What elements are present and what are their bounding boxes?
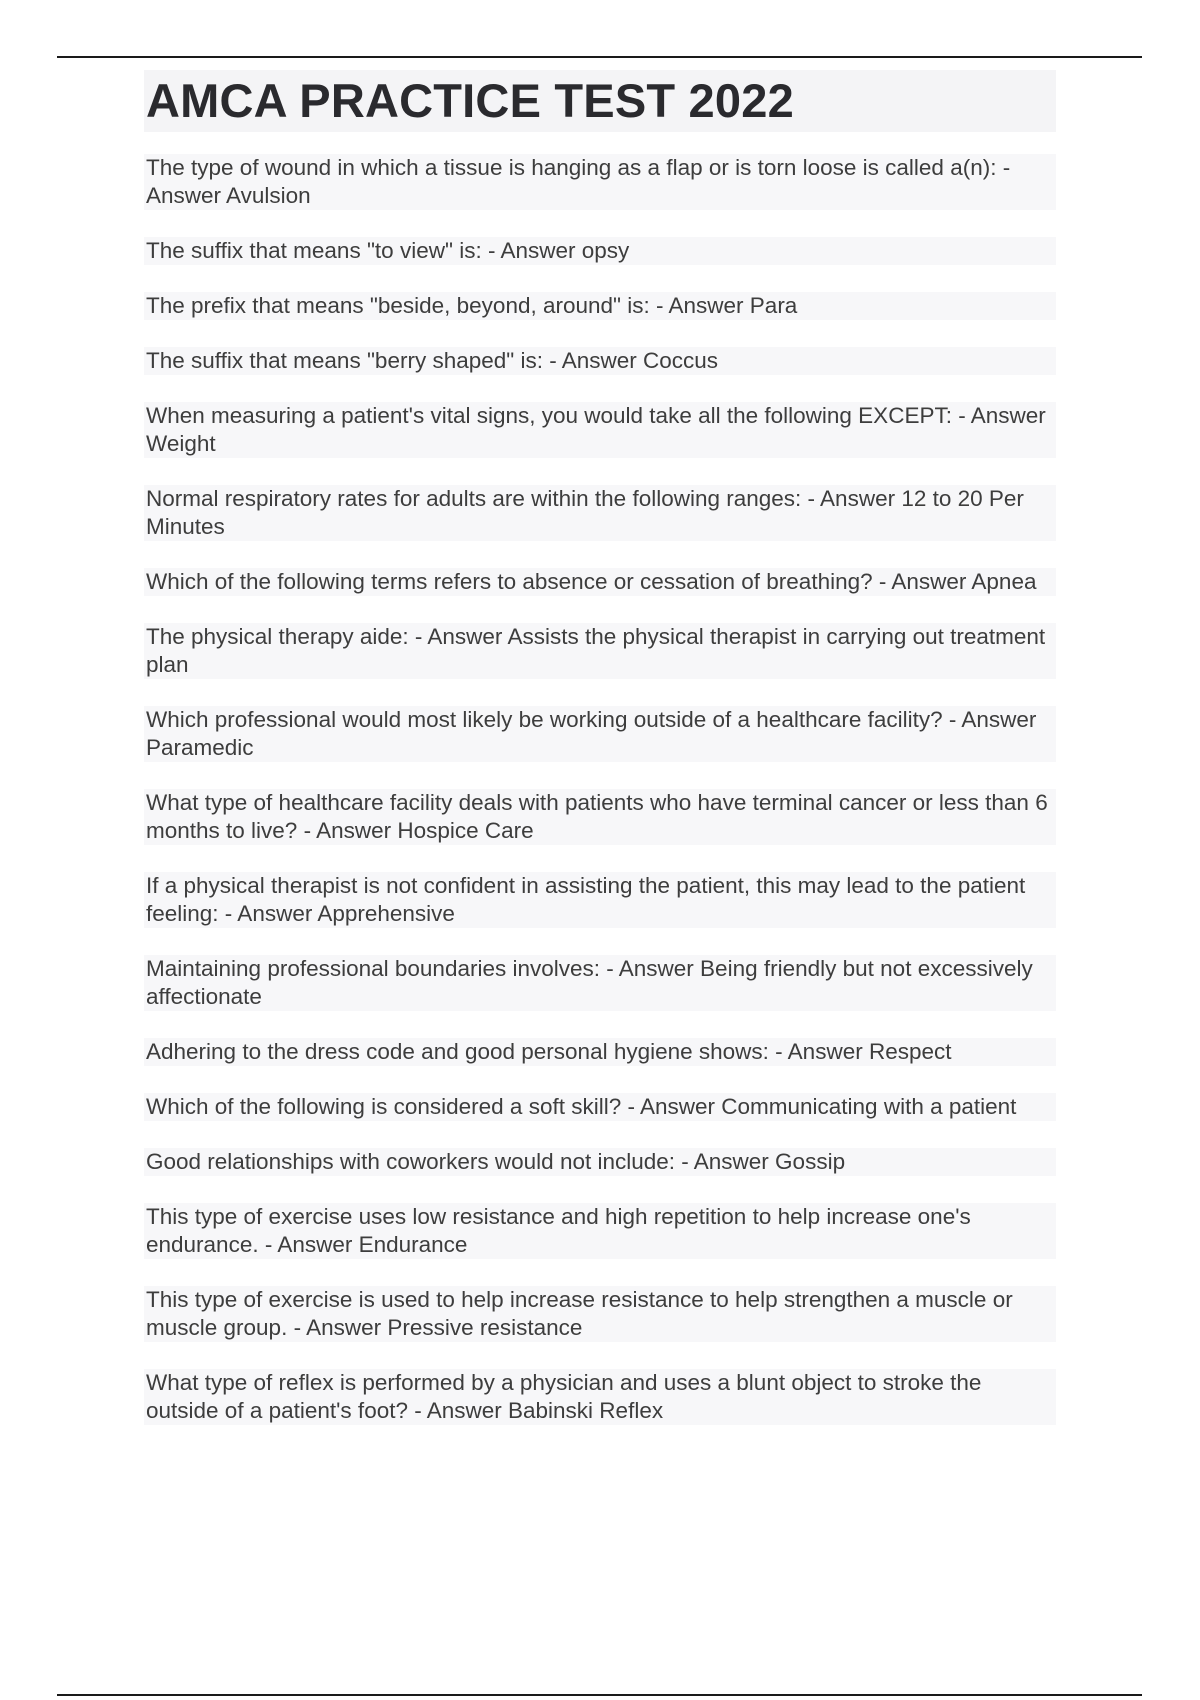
qa-item: What type of reflex is performed by a physician and uses a blunt object to stroke the outside of a patient's foot? - Answer Babinski Reflex — [144, 1369, 1056, 1425]
document-page — [144, 70, 1056, 1452]
top-rule — [57, 56, 1142, 58]
qa-item: What type of healthcare facility deals with patients who have terminal cancer or less than 6 months to live? - Answer Hospice Care — [144, 789, 1056, 845]
bottom-rule — [57, 1694, 1142, 1696]
qa-item: Which of the following is considered a soft skill? - Answer Communicating with a patient — [144, 1093, 1056, 1121]
qa-item: When measuring a patient's vital signs, you would take all the following EXCEPT: - Answer Weight — [144, 402, 1056, 458]
qa-item: Normal respiratory rates for adults are within the following ranges: - Answer 12 to 20 Per Minutes — [144, 485, 1056, 541]
qa-item: The physical therapy aide: - Answer Assists the physical therapist in carrying out treatment plan — [144, 623, 1056, 679]
qa-item: The type of wound in which a tissue is hanging as a flap or is torn loose is called a(n): - Answer Avulsion — [144, 154, 1056, 210]
qa-item: This type of exercise uses low resistance and high repetition to help increase one's endurance. - Answer Endurance — [144, 1203, 1056, 1259]
qa-item: Good relationships with coworkers would not include: - Answer Gossip — [144, 1148, 1056, 1176]
qa-list — [144, 154, 1056, 1425]
qa-item: This type of exercise is used to help increase resistance to help strengthen a muscle or muscle group. - Answer Pressive resistance — [144, 1286, 1056, 1342]
qa-item: If a physical therapist is not confident in assisting the patient, this may lead to the patient feeling: - Answer Apprehensive — [144, 872, 1056, 928]
qa-item: Maintaining professional boundaries involves: - Answer Being friendly but not excessively affectionate — [144, 955, 1056, 1011]
page-title: AMCA PRACTICE TEST 2022 — [144, 70, 1056, 132]
qa-item: Which professional would most likely be working outside of a healthcare facility? - Answer Paramedic — [144, 706, 1056, 762]
qa-item: Which of the following terms refers to absence or cessation of breathing? - Answer Apnea — [144, 568, 1056, 596]
qa-item: The suffix that means "to view" is: - Answer opsy — [144, 237, 1056, 265]
qa-item: The prefix that means "beside, beyond, around" is: - Answer Para — [144, 292, 1056, 320]
qa-item: Adhering to the dress code and good personal hygiene shows: - Answer Respect — [144, 1038, 1056, 1066]
qa-item: The suffix that means "berry shaped" is: - Answer Coccus — [144, 347, 1056, 375]
